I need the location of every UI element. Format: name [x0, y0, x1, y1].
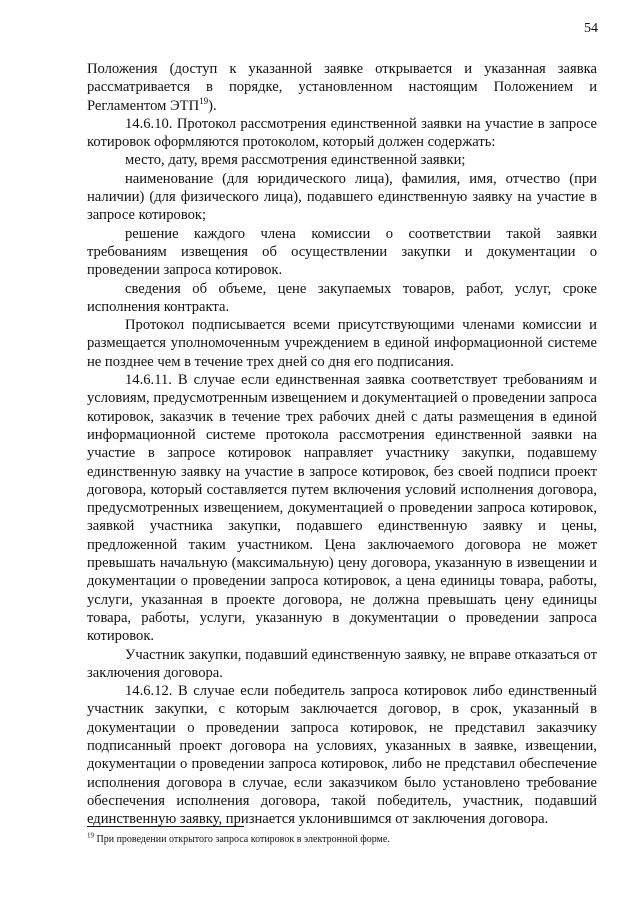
list-item-decision: решение каждого члена комиссии о соответствии такой заявки требованиям извещения об осуществлении закупки и документации о проведении запроса котировок. — [87, 225, 597, 279]
footnote-reference: 19 — [199, 95, 209, 106]
footnote-marker: 19 — [87, 831, 94, 840]
footnote-text: При проведении открытого запроса котировок в электронной форме. — [94, 834, 390, 845]
page-number: 54 — [584, 21, 598, 36]
paragraph-protocol-signing: Протокол подписывается всеми присутствующими членами комиссии и размещается уполномоченным учреждением в единой информационной системе не позднее чем в течение трех дней со дня его подписания. — [87, 317, 597, 370]
document-body — [87, 60, 597, 828]
paragraph-tail: ). — [208, 97, 217, 114]
paragraph-text: Положения (доступ к указанной заявке открывается и указанная заявка рассматривается в порядке, установленном настоящим Положением и Регламентом ЭТП — [87, 61, 597, 114]
paragraph-refusal: Участник закупки, подавший единственную заявку, не вправе отказаться от заключения договора. — [87, 646, 597, 681]
paragraph-14-6-12: 14.6.12. В случае если победитель запроса котировок либо единственный участник закупки, с которым заключается договор, в срок, указанный в документации о проведении запроса котировок, не представил заказчику подписанный проект договора на условиях, указанных в заявке, извещении, документации о проведении запроса котировок, либо не представил обеспечение исполнения договора в случае, если заказчиком было установлено требование обеспечения исполнения договора, такой победитель, участник, подавший единственную заявку, признается уклонившимся от заключения договора. — [87, 683, 597, 828]
paragraph-14-6-11: 14.6.11. В случае если единственная заявка соответствует требованиям и условиям, предусмотренным извещением и документацией о проведении запроса котировок, заказчик в течение трех рабочих дней с даты размещения в единой информационной системе протокола рассмотрения единственной заявки на участие в запросе котировок направляет участнику закупки, подавшему единственную заявку на участие в запросе котировок, без своей подписи проект договора, который составляется путем включения условий исполнения договора, предусмотренных извещением, документацией о проведении запроса котировок, заявкой участника закупки, подавшего единственную заявку и цены, предложенной таким участником. Цена заключаемого договора не может превышать начальную (максимальную) цену договора, указанную в извещении и документации о проведении запроса котировок, а цена единицы товара, работы, услуги, указанная в проекте договора, не должна превышать цену единицы товара, работы, услуги, указанную в документации о проведении запроса котировок. — [87, 372, 597, 645]
footnote-divider — [87, 826, 244, 827]
paragraph-continuation — [87, 60, 597, 115]
list-item-volume: сведения об объеме, цене закупаемых товаров, работ, услуг, сроке исполнения контракта. — [87, 280, 597, 315]
footnote — [87, 833, 597, 846]
list-item-place-date: место, дату, время рассмотрения единственной заявки; — [125, 152, 466, 169]
list-item-name: наименование (для юридического лица), фамилия, имя, отчество (при наличии) (для физического лица), подавшего единственную заявку на участие в запросе котировок; — [87, 170, 597, 224]
paragraph-14-6-10: 14.6.10. Протокол рассмотрения единственной заявки на участие в запросе котировок оформляются протоколом, который должен содержать: — [87, 115, 597, 151]
